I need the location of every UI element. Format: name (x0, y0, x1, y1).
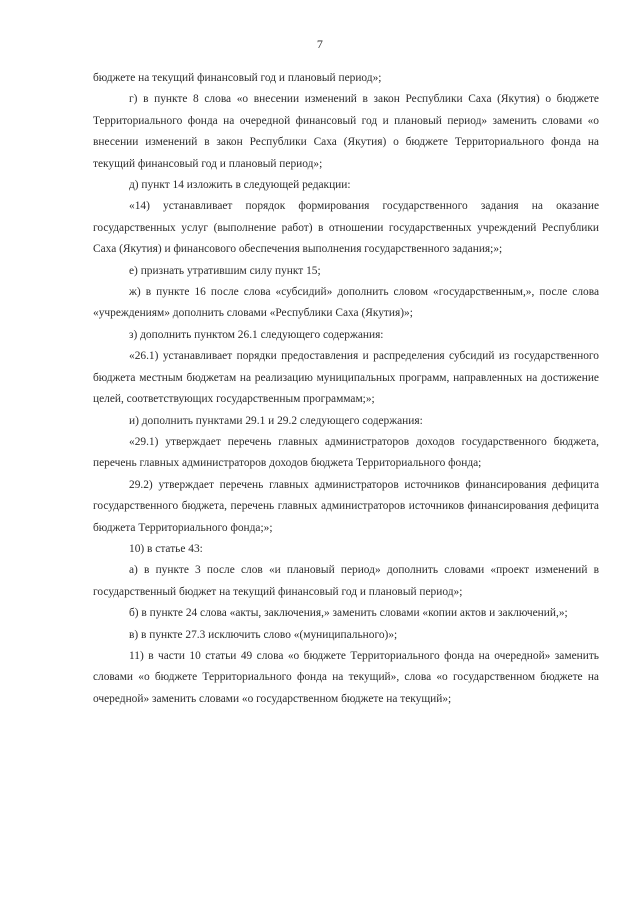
paragraph-point-29-1: «29.1) утверждает перечень главных администраторов доходов государственного бюджета, перечень главных администраторов доходов бюджета Территориального фонда; (93, 435, 599, 470)
paragraph-item-d: д) пункт 14 изложить в следующей редакции: (129, 179, 351, 192)
paragraph-point-26-1: «26.1) устанавливает порядки предоставления и распределения субсидий из государственного бюджета местным бюджетам на реализацию муниципальных программ, направленных на достижение целей, соответствующих государственным программам;»; (93, 350, 599, 406)
paragraph-item-11: 11) в части 10 статьи 49 слова «о бюджете Территориального фонда на очередной» заменить словами «о бюджете Территориального фонда на текущий», слова «о государственном бюджете на очередной» заменить словами «о государственном бюджете на текущий»; (93, 649, 599, 705)
paragraph-item-z: з) дополнить пунктом 26.1 следующего содержания: (129, 328, 384, 341)
paragraph-item-e: е) признать утратившим силу пункт 15; (129, 264, 321, 277)
paragraph-item-i: и) дополнить пунктами 29.1 и 29.2 следующего содержания: (129, 414, 423, 427)
paragraph-item-v: в) в пункте 27.3 исключить слово «(муниципального)»; (129, 628, 398, 641)
paragraph-point-29-2: 29.2) утверждает перечень главных администраторов источников финансирования дефицита государственного бюджета, перечень главных администраторов источников финансирования дефицита бюджета Территориального фонда;»; (93, 478, 599, 534)
paragraph-item-zh: ж) в пункте 16 после слова «субсидий» дополнить словом «государственным,», после слова «учреждениям» дополнить словами «Республики Саха (Якутия)»; (93, 286, 599, 320)
document-body (93, 68, 599, 710)
paragraph-continuation: бюджете на текущий финансовый год и плановый период»; (93, 72, 382, 84)
paragraph-point-14: «14) устанавливает порядок формирования государственного задания на оказание государственных услуг (выполнение работ) в отношении государственных учреждений Республики Саха (Якутия) и финансового обеспечения выполнения государственного задания;»; (93, 200, 599, 256)
paragraph-item-a: а) в пункте 3 после слов «и плановый период» дополнить словами «проект изменений в государственный бюджет на текущий финансовый год и плановый период»; (93, 564, 599, 598)
paragraph-item-b: б) в пункте 24 слова «акты, заключения,» заменить словами «копии актов и заключений,»; (129, 607, 568, 620)
paragraph-item-10: 10) в статье 43: (129, 542, 203, 555)
page-number: 7 (316, 37, 324, 51)
paragraph-item-g: г) в пункте 8 слова «о внесении изменений в закон Республики Саха (Якутия) о бюджете Территориального фонда на очередной финансовый год и плановый период» заменить словами «о внесении изменений в закон Республики Саха (Якутия) о бюджете Территориального фонда на текущий финансовый год и плановый период»; (93, 93, 599, 170)
